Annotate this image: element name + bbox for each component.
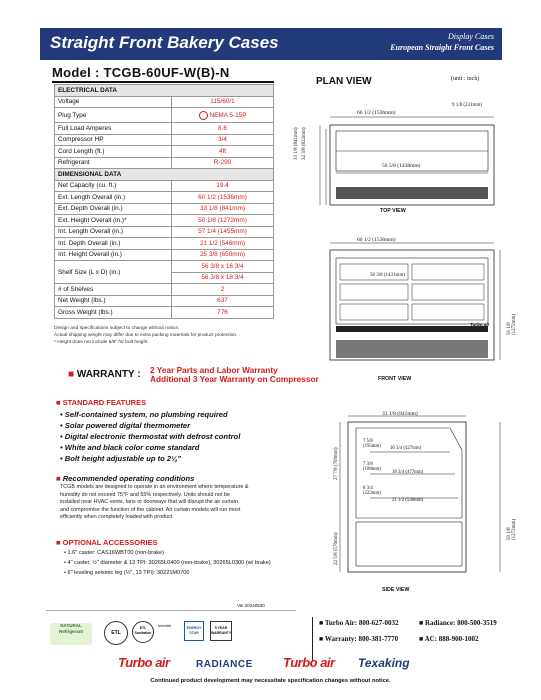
brand-logo-texaking: Texaking	[358, 656, 410, 670]
warranty-line-1: 2 Year Parts and Labor Warranty	[150, 365, 278, 375]
front-shelf-tray	[412, 284, 484, 300]
side-h2-label: 22 5/8 (576mm)	[334, 532, 339, 565]
brand-logo-turbo-air: Turbo air	[118, 655, 170, 670]
spec-value	[172, 108, 274, 123]
spec-value: 21 1/2 (546mm)	[172, 238, 274, 250]
spec-label: Ext. Length Overall (in.)	[55, 192, 172, 204]
recommended-line: humidity do not exceed 75°F and 55% respectively. Units should not be	[60, 491, 230, 498]
feature-item: • Solar powered digital thermometer	[60, 421, 191, 430]
note-line: Design and specifications subject to change without notice.	[54, 326, 180, 331]
contact-label: Radiance:	[424, 619, 456, 627]
spec-value: 60 1/2 (1536mm)	[172, 192, 274, 204]
dimensional-header: DIMENSIONAL DATA	[55, 169, 274, 181]
spec-row	[55, 238, 274, 250]
front-display-strip	[336, 326, 488, 332]
spec-label: Gross Weight (lbs.)	[55, 307, 172, 319]
contact-phone[interactable]: 800-381-7770	[358, 635, 399, 643]
front-view-drawing	[300, 230, 515, 375]
spec-label: Int. Height Overall (in.)	[55, 249, 172, 261]
spec-label: # of Shelves	[55, 284, 172, 296]
spec-table	[54, 84, 274, 319]
side-depth-label: 33 1/8 (841mm)	[382, 411, 418, 417]
spec-value: 2	[172, 284, 274, 296]
plan-view-title: PLAN VIEW	[316, 76, 372, 87]
energy-star-text: ENERGY STAR	[186, 626, 202, 635]
spec-row	[55, 307, 274, 319]
note-line: Actual shipping weight may differ due to extra packing materials for product protection.	[54, 333, 238, 338]
side-d1-label: 7 5/8 (195mm)	[363, 439, 381, 449]
recommended-line: TCGB models are designed to operate in an environment where temperature &	[60, 484, 249, 490]
spec-row	[55, 295, 274, 307]
header-banner	[40, 28, 502, 60]
accessory-item: • 1.6" caster: CAS16WBT00 (non-brake)	[64, 550, 165, 556]
spec-row	[55, 284, 274, 296]
etl-logo	[104, 621, 128, 645]
intertek-label: Intertek	[158, 623, 172, 628]
header-subtitle-category: Display Cases	[448, 32, 494, 41]
accessories-title: ■ OPTIONAL ACCESSORIES	[56, 538, 158, 547]
top-view-drawing	[300, 95, 515, 225]
spec-row	[55, 249, 274, 261]
contact-phone[interactable]: 800-627-0032	[358, 619, 399, 627]
brand-logo-turbo-air-2: Turbo air	[283, 655, 335, 670]
top-view-caption: TOP VIEW	[380, 208, 406, 214]
spec-label: Int. Depth Overall (in.)	[55, 238, 172, 250]
spec-value: 50 1/8 (1272mm)	[172, 215, 274, 227]
spec-row	[55, 180, 274, 192]
spec-row	[55, 157, 274, 169]
spec-value: 19.4	[172, 180, 274, 192]
brand-logo-radiance: RADIANCE	[196, 659, 253, 670]
front-shelf-tray	[412, 304, 484, 320]
top-inner-label: 56 5/8 (1438mm)	[382, 163, 421, 169]
front-badge: Turbo air	[470, 322, 490, 327]
header-subtitle-line: European Straight Front Cases	[390, 43, 494, 52]
feature-text: Digital electronic thermostat with defrost control	[64, 432, 241, 441]
spec-row	[55, 215, 274, 227]
spec-label: Ext. Height Overall (in.)*	[55, 215, 172, 227]
spec-value: 33 1/8 (841mm)	[172, 203, 274, 215]
recommended-line: installed near HVAC vents, fans or doorways that will disrupt the air curtain	[60, 499, 238, 505]
spec-label: Cord Length (ft.)	[55, 146, 172, 158]
spec-label: Int. Length Overall (in.)	[55, 226, 172, 238]
contact-phone[interactable]: 800-500-3519	[457, 619, 497, 627]
contact-label: Warranty:	[324, 635, 357, 643]
spec-row	[55, 146, 274, 158]
natural-refrigerant-text: NATURAL Refrigerant	[58, 623, 83, 634]
feature-text: White and black color come standard	[64, 443, 200, 452]
cert-row	[46, 610, 296, 649]
top-depth-label: 33 1/8 (841mm)	[294, 127, 299, 160]
version-label: Ver.20240530	[237, 603, 265, 608]
spec-value: 115/60/1	[172, 96, 274, 108]
spec-label: Plug Type	[55, 108, 172, 123]
front-shelf-tray	[340, 304, 408, 320]
plug-type-value: NEMA 5-15P	[209, 111, 247, 119]
recommended-title: ■ Recommended operating conditions	[56, 474, 195, 483]
spec-row	[55, 203, 274, 215]
natural-refrigerant-logo	[50, 623, 92, 645]
spec-row	[55, 108, 274, 123]
model-number: Model : TCGB-60UF-W(B)-N	[52, 65, 230, 80]
spec-row	[55, 226, 274, 238]
recommended-line: efficiently when completely loaded with product.	[60, 514, 174, 520]
front-view-caption: FRONT VIEW	[378, 376, 412, 382]
feature-text: Solar powered digital thermometer	[64, 421, 191, 430]
top-depth2-label: 32 3/8 (822mm)	[302, 127, 307, 160]
spec-value: 776	[172, 307, 274, 319]
spec-label: Net Capacity (cu. ft.)	[55, 180, 172, 192]
spec-value: 56 3/8 x 16 3/4	[172, 261, 274, 273]
spec-value: 25 3/8 (650mm)	[172, 249, 274, 261]
side-height-label: 50 1/8 (1272mm)	[507, 518, 517, 540]
accessory-item: • 4" caster, ½" diameter & 13 TPI: 30265L0400 (non-brake), 30265L0300 (w/ brake)	[64, 560, 271, 566]
spec-label: Net Weight (lbs.)	[55, 295, 172, 307]
feature-text: Self-contained system, no plumbing required	[64, 410, 228, 419]
spec-label: Voltage	[55, 96, 172, 108]
front-width-label: 60 1/2 (1536mm)	[357, 237, 396, 243]
side-d3-label: 8 3/4 (222mm)	[363, 486, 381, 496]
side-s2-label: 18 3/4 (477mm)	[392, 470, 424, 475]
top-view-base	[336, 187, 488, 199]
contact-warranty: ■ Warranty: 800-381-7770	[319, 635, 399, 643]
spec-label: Full Load Amperes	[55, 123, 172, 135]
front-height-label: 50 1/8 (1272mm)	[507, 313, 517, 335]
side-s3-label: 21 1/2 (546mm)	[392, 498, 424, 503]
feature-item: • Digital electronic thermostat with defrost control	[60, 432, 241, 441]
recommended-body	[60, 484, 280, 522]
warranty-label: ■ WARRANTY :	[68, 369, 141, 380]
top-width-label: 60 1/2 (1536mm)	[357, 110, 396, 116]
model-underline	[52, 81, 274, 83]
spec-row	[55, 96, 274, 108]
spec-value: 57 1/4 (1455mm)	[172, 226, 274, 238]
spec-row	[55, 123, 274, 135]
contact-turbo-air: ■ Turbo Air: 800-627-0032	[319, 619, 399, 627]
electrical-header: ELECTRICAL DATA	[55, 85, 274, 97]
spec-label: Shelf Size (L x D) (in.)	[55, 261, 172, 284]
accessories-title-text: OPTIONAL ACCESSORIES	[62, 538, 158, 547]
note-line: * Height does not include 5/8" for bolt height.	[54, 340, 149, 345]
spec-label: Ext. Depth Overall (in.)	[55, 203, 172, 215]
contact-ac: ■ AC: 888-900-1002	[419, 635, 479, 643]
spec-value: R-290	[172, 157, 274, 169]
recommended-title-text: Recommended operating conditions	[62, 474, 195, 483]
front-shelf-tray	[412, 264, 484, 280]
etl-sanitation-logo	[132, 621, 154, 643]
contact-label: AC:	[424, 635, 438, 643]
side-view-caption: SIDE VIEW	[382, 587, 410, 593]
spec-row	[55, 134, 274, 146]
standard-features-title-text: STANDARD FEATURES	[62, 398, 147, 407]
energy-star-logo	[184, 621, 204, 641]
recommended-line: and compromise the function of the cabinet. Air curtain models will run most	[60, 506, 241, 513]
side-s1-label: 16 3/4 (427mm)	[390, 446, 422, 451]
contact-block	[312, 617, 513, 661]
feature-item: • White and black color come standard	[60, 443, 200, 452]
page-title: Straight Front Bakery Cases	[50, 33, 279, 52]
warranty-badge-text: 5 YEAR WARRANTY	[211, 626, 232, 635]
warranty-label-text: WARRANTY :	[76, 369, 141, 380]
contact-radiance: ■ Radiance: 800-500-3519	[419, 619, 497, 627]
top-side-label: 9 1/8 (231mm)	[452, 103, 482, 108]
spec-label: Refrigerant	[55, 157, 172, 169]
front-grille	[336, 340, 488, 358]
contact-phone[interactable]: 888-900-1002	[438, 635, 479, 643]
spec-value: 3/4	[172, 134, 274, 146]
spec-value: 56 3/8 x 18 3/4	[172, 272, 274, 284]
warranty-badge	[210, 621, 232, 641]
feature-item: • Self-contained system, no plumbing required	[60, 410, 228, 419]
spec-value: 4ft	[172, 146, 274, 158]
front-shelf-label: 56 3/8 (1431mm)	[370, 273, 405, 278]
feature-text: Bolt height adjustable up to 2¼"	[64, 454, 182, 463]
warranty-line-2: Additional 3 Year Warranty on Compressor	[150, 374, 319, 384]
side-d2-label: 7 3/8 (188mm)	[363, 462, 381, 472]
unit-note: (unit : inch)	[451, 76, 480, 82]
side-compressor-box	[356, 522, 462, 566]
contact-label: Turbo Air:	[324, 619, 358, 627]
front-shelf-tray	[340, 284, 408, 300]
plug-icon	[199, 111, 208, 120]
spec-value: 637	[172, 295, 274, 307]
spec-label: Compressor HP	[55, 134, 172, 146]
accessory-item: • 6" leveling seismic leg (½", 13 TPI): 30221M0700	[64, 570, 190, 576]
footer-note: Continued product development may necessitate specification changes without notice.	[150, 678, 391, 684]
feature-item: • Bolt height adjustable up to 2¼"	[60, 454, 182, 463]
spec-row	[55, 261, 274, 273]
spec-row	[55, 192, 274, 204]
etl-text: ETL	[111, 630, 121, 636]
side-h1-label: 27 7/8 (709mm)	[334, 447, 339, 480]
spec-value: 8.6	[172, 123, 274, 135]
standard-features-title: ■ STANDARD FEATURES	[56, 398, 147, 407]
etl-sanitation-text: ETL Sanitation	[134, 626, 152, 635]
